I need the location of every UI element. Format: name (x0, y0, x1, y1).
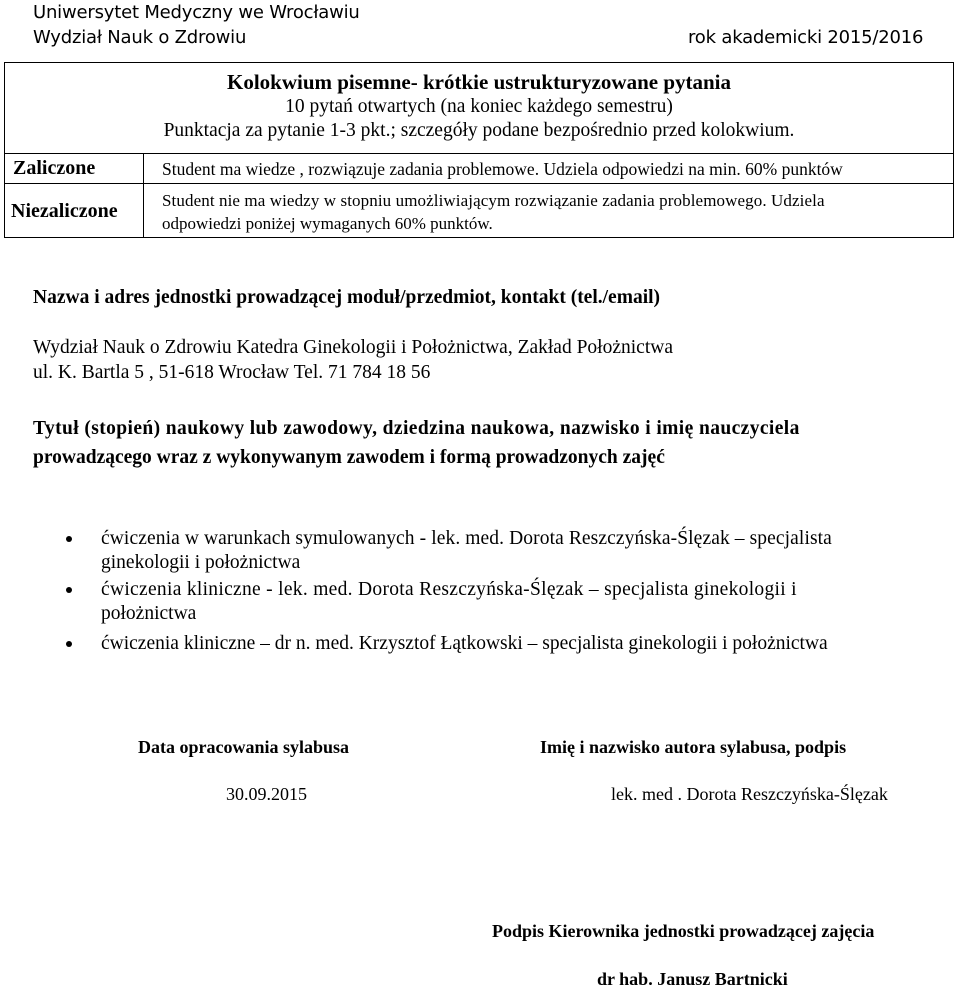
academic-year: rok akademicki 2015/2016 (688, 27, 924, 48)
assessment-line-3: Punktacja za pytanie 1-3 pkt.; szczegóły podane bezpośrednio przed kolokwium. (163, 120, 795, 141)
head-name: dr hab. Janusz Bartnicki (597, 969, 788, 989)
fail-label: Niezaliczone (11, 200, 118, 222)
fail-criteria-line-2: odpowiedzi poniżej wymaganych 60% punktów. (162, 214, 493, 233)
table-divider (5, 183, 953, 184)
teacher-item-2-line-1: ćwiczenia kliniczne - lek. med. Dorota Reszczyńska-Ślęzak – specjalista ginekologii i (101, 579, 797, 600)
bullet-icon (66, 641, 72, 647)
bullet-icon (66, 536, 72, 542)
university-name: Uniwersytet Medyczny we Wrocławiu (33, 2, 360, 23)
assessment-table (4, 62, 954, 238)
date-label: Data opracowania sylabusa (138, 737, 350, 757)
unit-heading: Nazwa i adres jednostki prowadzącej moduł/przedmiot, kontakt (tel./email) (33, 287, 661, 308)
teacher-item-1-line-2: ginekologii i położnictwa (101, 552, 301, 573)
head-signature-label: Podpis Kierownika jednostki prowadzącej zajęcia (492, 921, 875, 941)
teacher-item-1-line-1: ćwiczenia w warunkach symulowanych - lek. med. Dorota Reszczyńska-Ślęzak – specjalista (101, 528, 832, 549)
unit-address-line-1: Wydział Nauk o Zdrowiu Katedra Ginekologii i Położnictwa, Zakład Położnictwa (33, 337, 673, 358)
pass-label: Zaliczone (13, 157, 96, 179)
teacher-item-2-line-2: położnictwa (101, 603, 197, 624)
table-divider (5, 153, 953, 154)
author-label: Imię i nazwisko autora sylabusa, podpis (540, 737, 847, 757)
teacher-heading-line-1: Tytuł (stopień) naukowy lub zawodowy, dziedzina naukowa, nazwisko i imię nauczyciela (33, 418, 800, 439)
table-divider (143, 153, 144, 237)
bullet-icon (66, 587, 72, 593)
unit-address-line-2: ul. K. Bartla 5 , 51-618 Wrocław Tel. 71 784 18 56 (33, 362, 431, 383)
pass-criteria: Student ma wiedze , rozwiązuje zadania problemowe. Udziela odpowiedzi na min. 60% punktów (162, 159, 843, 179)
teacher-item-3-line-1: ćwiczenia kliniczne – dr n. med. Krzysztof Łątkowski – specjalista ginekologii i położnictwa (101, 633, 828, 654)
teacher-heading-line-2: prowadzącego wraz z wykonywanym zawodem i formą prowadzonych zajęć (33, 447, 665, 468)
assessment-line-2: 10 pytań otwartych (na koniec każdego semestru) (285, 96, 673, 117)
faculty-name: Wydział Nauk o Zdrowiu (33, 27, 247, 48)
fail-criteria-line-1: Student nie ma wiedzy w stopniu umożliwiającym rozwiązanie zadania problemowego. Udziela (162, 191, 825, 210)
assessment-title: Kolokwium pisemne- krótkie ustrukturyzowane pytania (226, 70, 732, 94)
author-value: lek. med . Dorota Reszczyńska-Ślęzak (611, 784, 888, 804)
date-value: 30.09.2015 (226, 784, 307, 804)
